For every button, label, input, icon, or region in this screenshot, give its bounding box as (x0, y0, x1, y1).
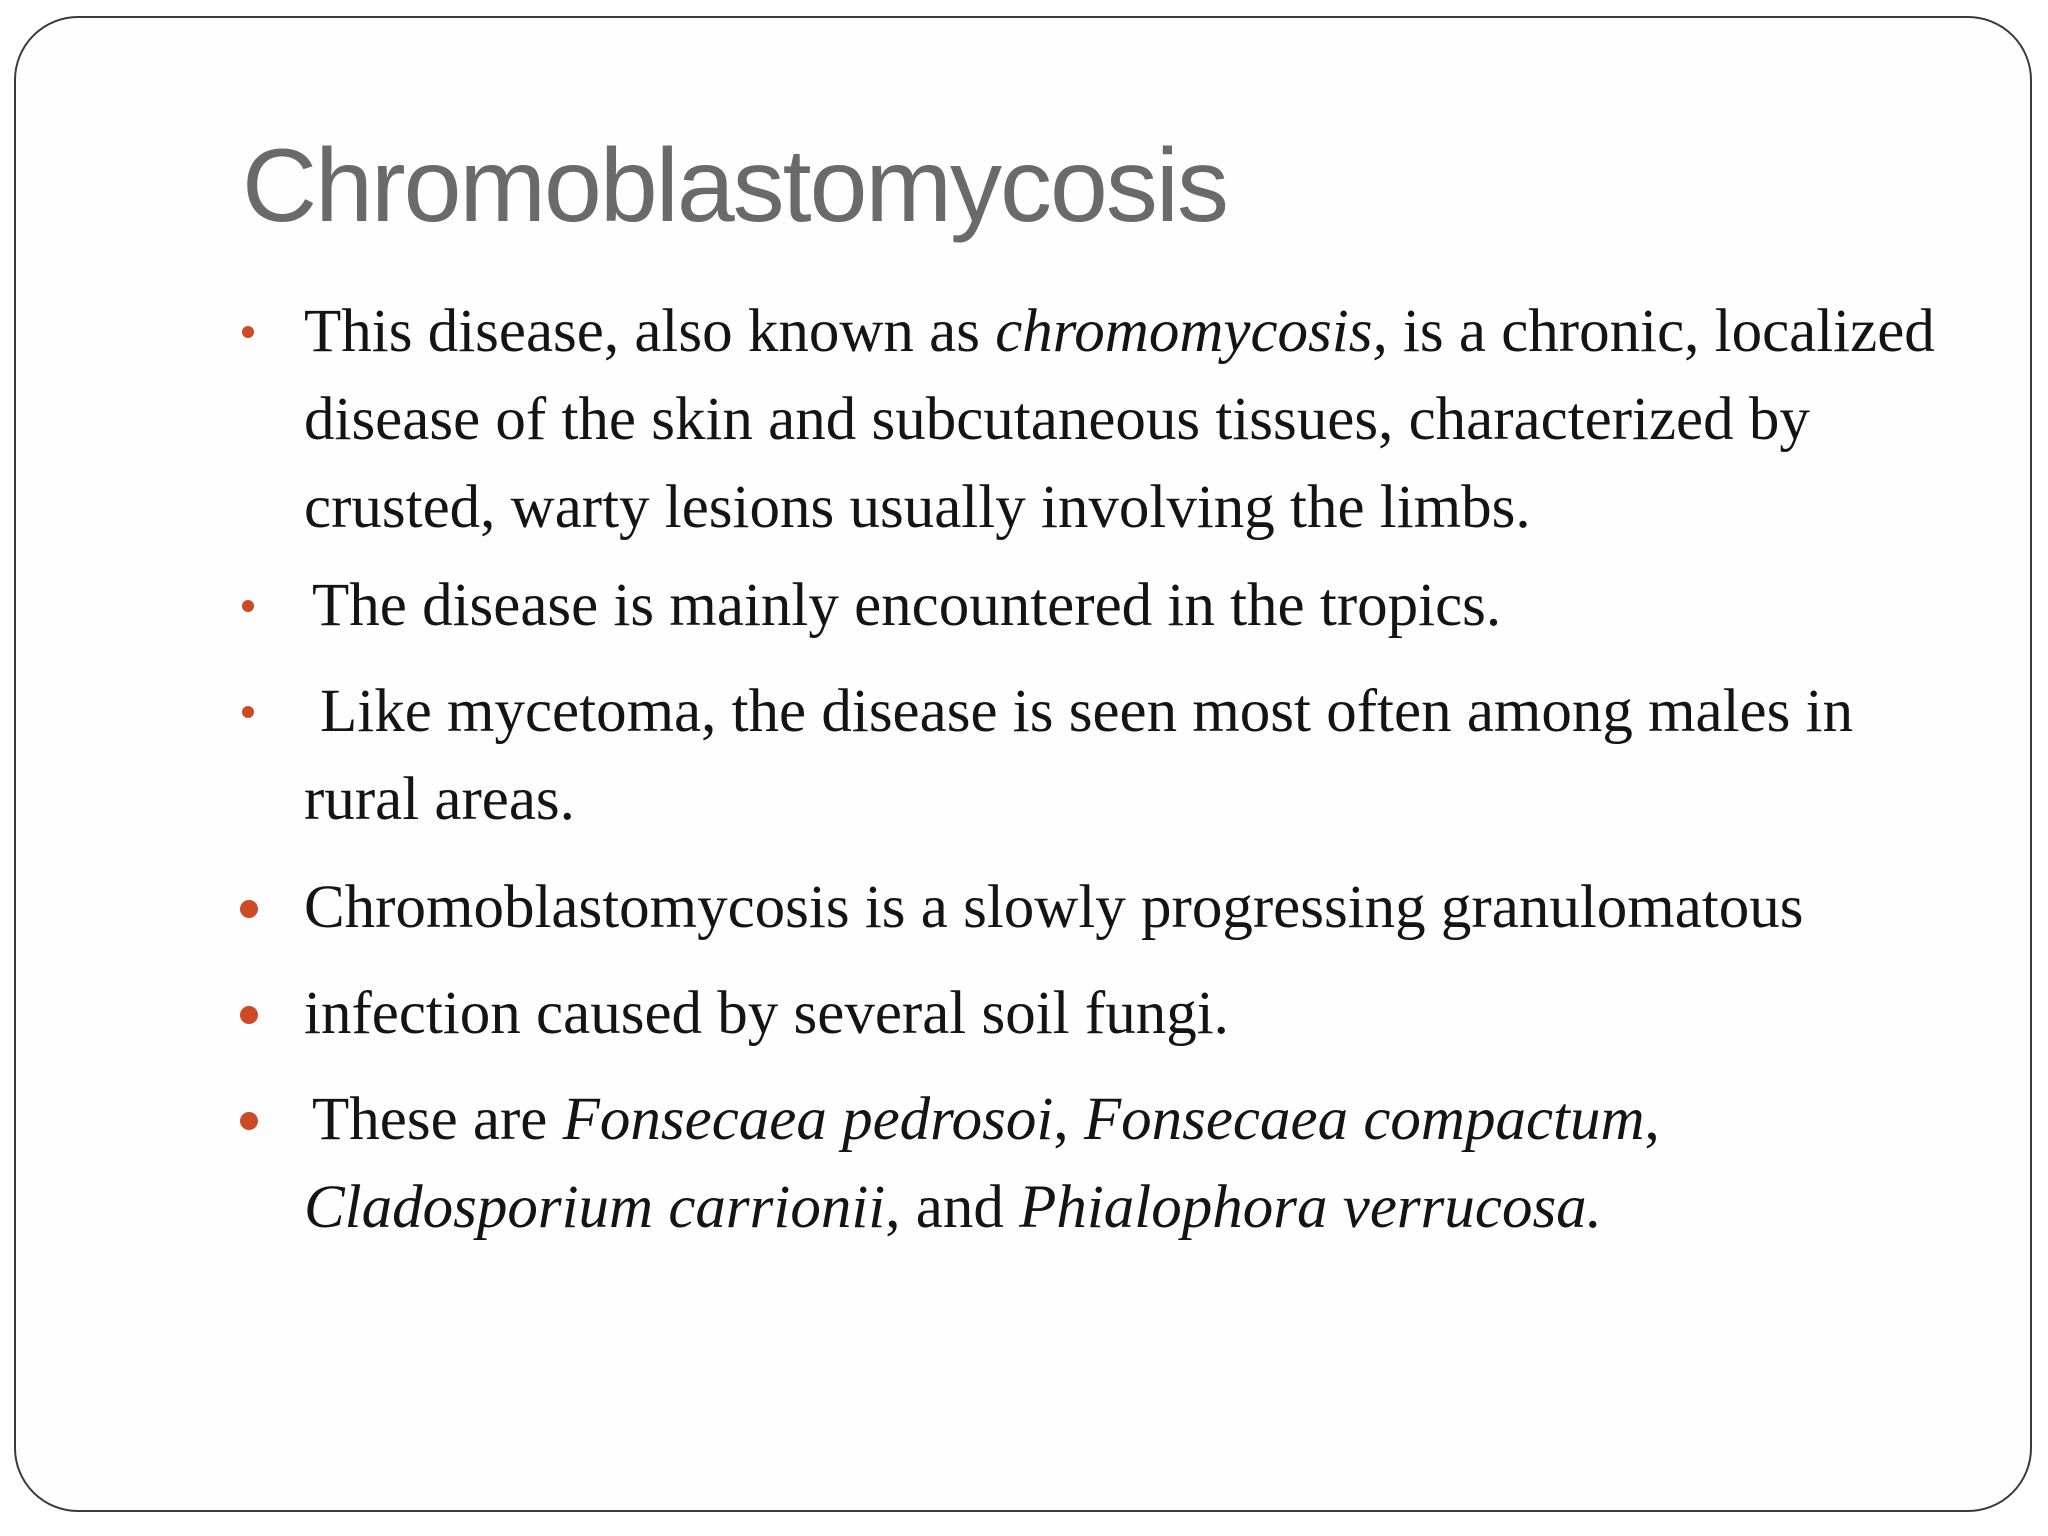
bullet-dot-icon (240, 1006, 258, 1024)
slide (14, 16, 2032, 1512)
bullet-item (238, 970, 1958, 1058)
bullet-text (304, 298, 1935, 541)
bullet-list (238, 288, 1958, 1252)
bullet-text-part: , (1053, 1086, 1084, 1153)
bullet-dot-icon (242, 600, 254, 612)
slide-title: Chromoblastomycosis (242, 128, 1227, 244)
bullet-dot-icon (242, 326, 254, 338)
bullet-text-part: This disease, also known as (304, 298, 996, 365)
bullet-text (304, 1086, 1660, 1241)
bullet-item (238, 668, 1958, 844)
bullet-text-part: , (1644, 1086, 1660, 1153)
bullet-item (238, 864, 1958, 952)
species-name: Cladosporium carrionii (304, 1174, 886, 1241)
bullet-item (238, 288, 1958, 552)
bullet-dot-icon (242, 706, 254, 718)
bullet-text: Like mycetoma, the disease is seen most often among males in rural areas. (304, 678, 1854, 833)
italic-term: chromomycosis, (995, 298, 1388, 365)
bullet-text-part: These are (312, 1086, 563, 1153)
bullet-text-part: , and (885, 1174, 1020, 1241)
species-name: Fonsecaea compactum (1083, 1086, 1645, 1153)
species-name: Phialophora verrucosa. (1019, 1174, 1602, 1241)
species-name: Fonsecaea pedrosoi (562, 1086, 1054, 1153)
bullet-item (238, 562, 1958, 650)
bullet-dot-icon (240, 1112, 258, 1130)
bullet-dot-icon (240, 900, 258, 918)
bullet-text: infection caused by several soil fungi. (304, 980, 1229, 1047)
bullet-text: Chromoblastomycosis is a slowly progressing granulomatous (304, 874, 1804, 941)
bullet-text: The disease is mainly encountered in the tropics. (312, 572, 1502, 639)
bullet-item (238, 1076, 1958, 1252)
bullet-text-part: is a chronic, localized disease of the skin and subcutaneous tissues, characterized by crusted, warty lesions usually involving the limbs. (304, 298, 1935, 541)
